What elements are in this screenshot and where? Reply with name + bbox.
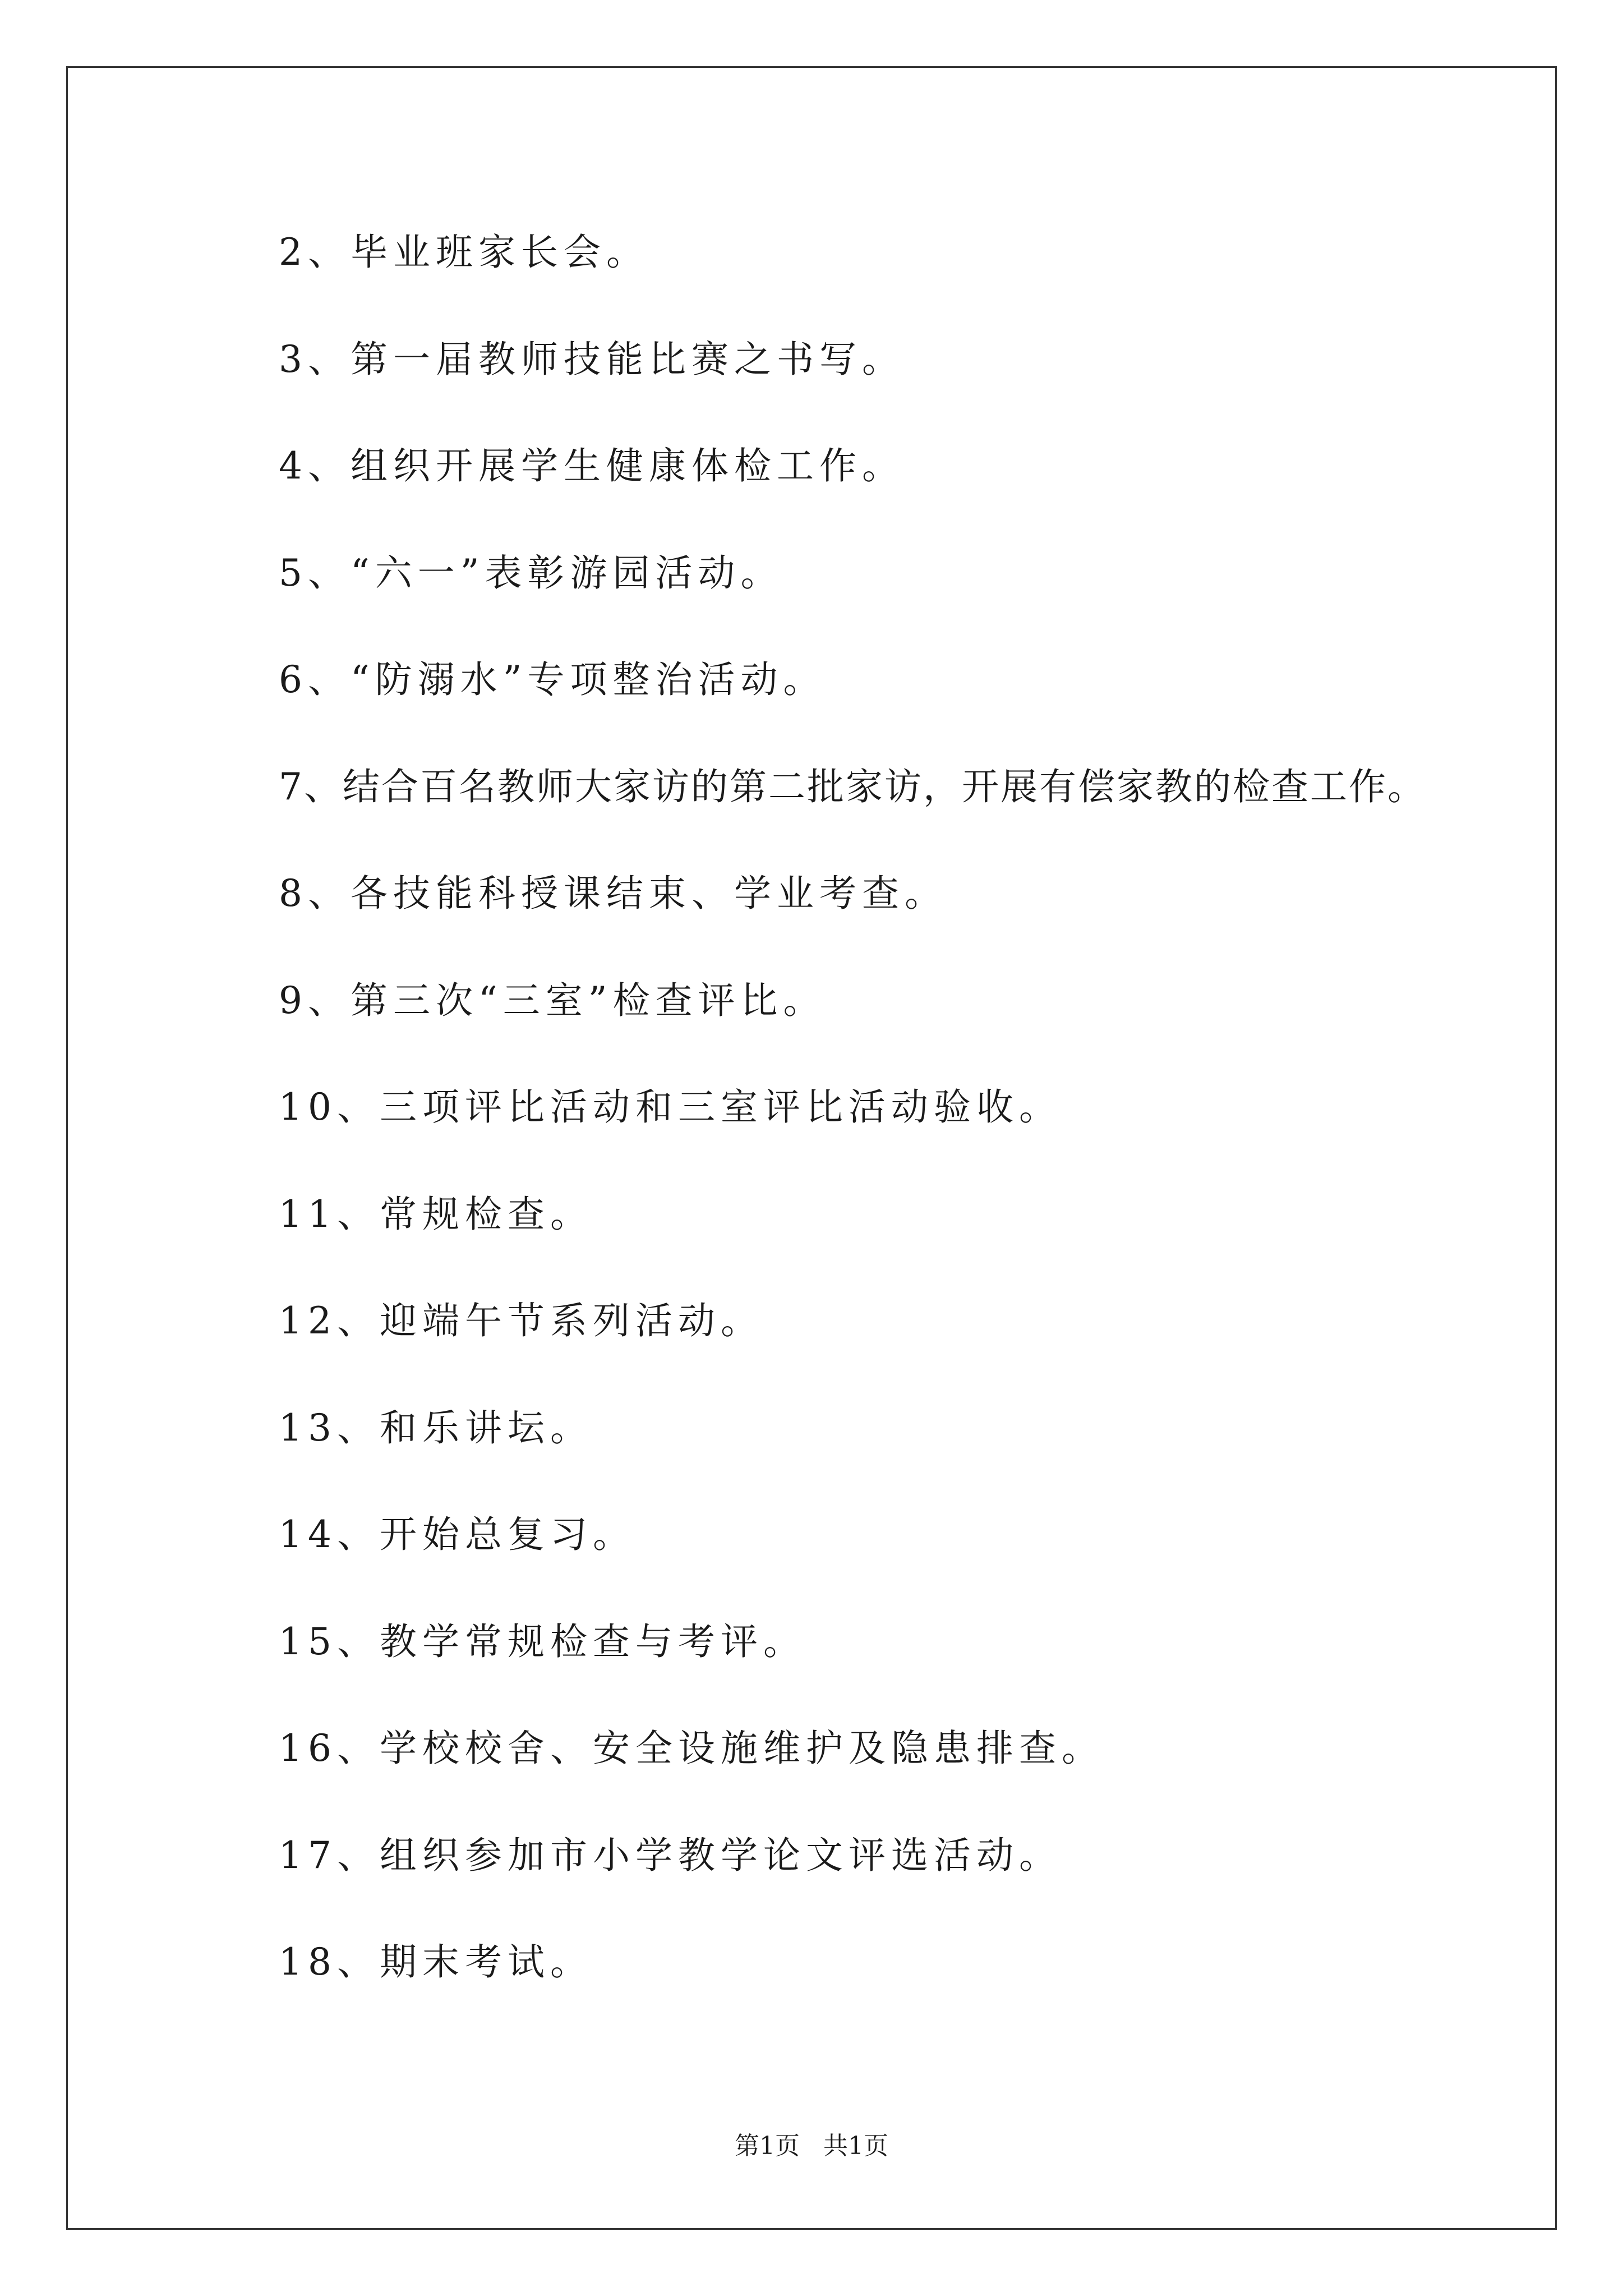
- list-item: 3、第一届教师技能比赛之书写。: [279, 337, 905, 381]
- list-item: 17、组织参加市小学教学论文评选活动。: [279, 1833, 1062, 1877]
- list-item: 12、迎端午节系列活动。: [279, 1299, 763, 1342]
- list-item: 15、教学常规检查与考评。: [279, 1619, 806, 1663]
- list-item: 7、结合百名教师大家访的第二批家访，开展有偿家教的检查工作。: [279, 765, 1426, 808]
- list-item: 11、常规检查。: [279, 1192, 593, 1236]
- list-item: 18、期末考试。: [279, 1940, 593, 1984]
- list-item: 8、各技能科授课结束、学业考查。: [279, 872, 947, 915]
- list-item: 13、和乐讲坛。: [279, 1406, 593, 1450]
- list-item: 10、三项评比活动和三室评比活动验收。: [279, 1085, 1062, 1129]
- list-item: 4、组织开展学生健康体检工作。: [279, 444, 905, 487]
- work-item-list: [279, 224, 1426, 2041]
- list-item: 14、开始总复习。: [279, 1513, 635, 1556]
- page-footer: 第1页 共1页: [735, 2132, 888, 2160]
- list-item: 16、学校校舍、安全设施维护及隐患排查。: [279, 1727, 1104, 1770]
- list-item: 5、“六一”表彰游园活动。: [279, 551, 783, 595]
- list-item: 2、毕业班家长会。: [279, 231, 649, 274]
- list-item: 9、第三次“三室”检查评比。: [279, 978, 826, 1022]
- list-item: 6、“防溺水”专项整治活动。: [279, 658, 826, 701]
